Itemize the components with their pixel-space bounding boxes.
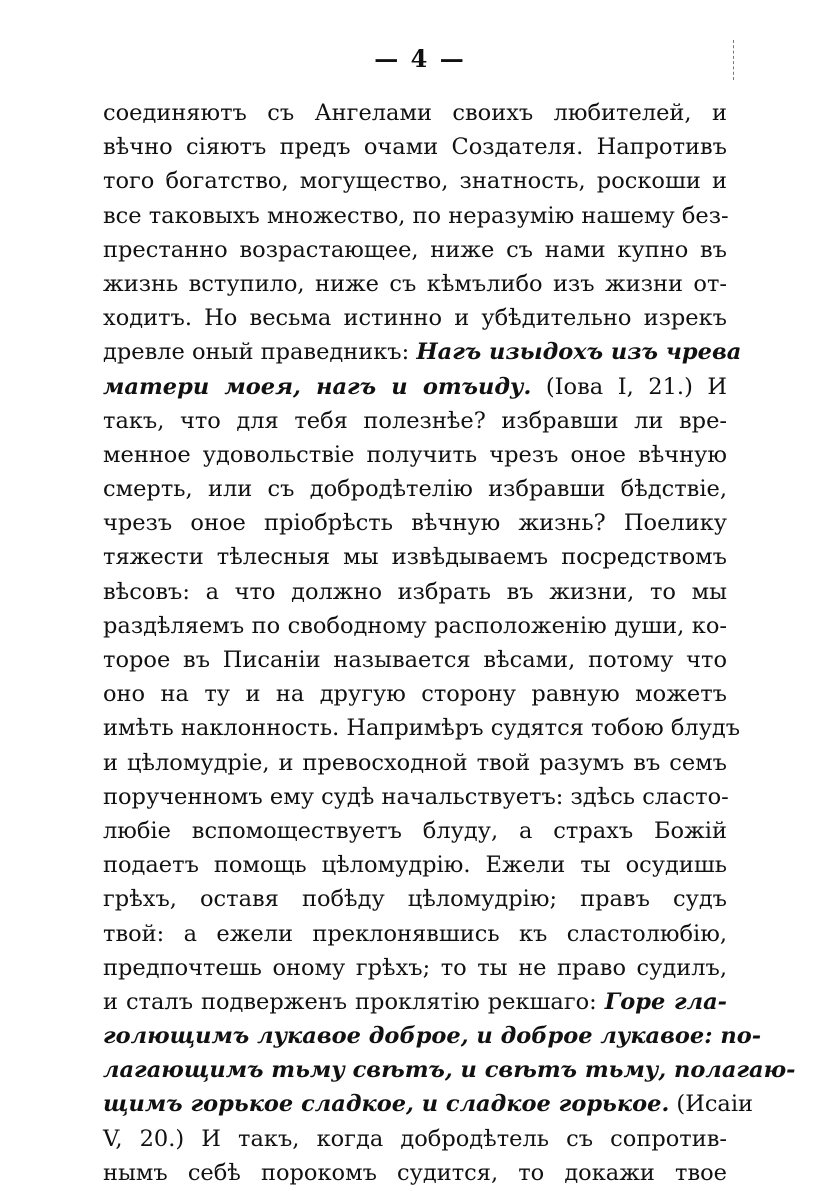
- text-line: [103, 746, 727, 780]
- text-run: V, 20.) И такъ, когда добродѣтель съ сопротив-: [103, 1125, 727, 1152]
- italic-quote: голющимъ лукавое доброе, и доброе лукавое: по-: [103, 1023, 762, 1050]
- text-line: [103, 814, 727, 848]
- italic-quote: Горе гла-: [604, 988, 727, 1015]
- text-run: и цѣломудріе, и превосходной твой разумъ въ семъ: [103, 749, 727, 776]
- text-line: [103, 199, 727, 233]
- text-line: [103, 164, 727, 198]
- page-number: — 4 —: [374, 44, 466, 73]
- text-line: [103, 780, 727, 814]
- text-line: [103, 506, 727, 540]
- body-text: [103, 96, 796, 1190]
- text-line: [103, 472, 727, 506]
- text-run: чрезъ оное пріобрѣсть вѣчную жизнь? Поелику: [103, 510, 727, 537]
- text-line: [103, 1019, 762, 1053]
- text-run: твой: а ежели преклонявшись къ сластолюбію,: [103, 920, 727, 947]
- text-run: порученномъ ему судѣ начальствуетъ: здѣсь сласто-: [103, 783, 729, 810]
- text-run: все таковыхъ множество, по неразумію нашему без-: [103, 202, 729, 229]
- text-run: вѣчно сіяютъ предъ очами Создателя. Напротивъ: [103, 134, 727, 161]
- italic-quote: матери моея, нагъ и отъиду.: [103, 373, 532, 400]
- text-run: ходитъ. Но весьма истинно и убѣдительно изрекъ: [103, 305, 727, 332]
- text-run: подаетъ помощь цѣломудрію. Ежели ты осудишь: [103, 852, 727, 879]
- text-line: [103, 575, 727, 609]
- text-run: грѣхъ, оставя побѣду цѣломудрію; правъ судъ: [103, 886, 727, 913]
- text-run: тяжести тѣлесныя мы извѣдываемъ посредствомъ: [103, 544, 727, 571]
- text-line: [103, 711, 741, 745]
- text-run: жизнь вступило, ниже съ кѣмълибо изъ жизни от-: [103, 270, 727, 297]
- text-run: смерть, или съ добродѣтелію избравши бѣдствіе,: [103, 476, 727, 503]
- text-run: соединяютъ съ Ангелами своихъ любителей, и: [103, 100, 727, 126]
- text-run: (Исаіи: [669, 1091, 754, 1118]
- text-line: [103, 917, 727, 951]
- text-line: [103, 1053, 796, 1087]
- text-line: [103, 96, 727, 130]
- text-line: [103, 1156, 727, 1190]
- text-line: [103, 677, 727, 711]
- text-line: [103, 301, 727, 335]
- text-run: вѣсовъ: а что должно избрать въ жизни, то мы: [103, 578, 727, 605]
- text-run: того богатство, могущество, знатность, роскоши и: [103, 168, 727, 195]
- text-run: раздѣляемъ по свободному расположенію души, ко-: [103, 612, 727, 639]
- italic-quote: Нагъ изыдохъ изъ чрева: [416, 339, 742, 366]
- text-run: такъ, что для тебя полезнѣе? избравши ли вре-: [103, 407, 727, 434]
- italic-quote: лагающимъ тьму свѣтъ, и свѣтъ тьму, полагаю-: [103, 1057, 796, 1084]
- text-line: [103, 438, 727, 472]
- text-line: [103, 233, 727, 267]
- text-line: [103, 985, 727, 1019]
- text-run: престанно возрастающее, ниже съ нами купно въ: [103, 236, 727, 263]
- text-run: и сталъ подверженъ проклятію рекшаго:: [103, 988, 605, 1015]
- text-line: [103, 267, 727, 301]
- text-line: [103, 1087, 754, 1121]
- text-line: [103, 370, 727, 404]
- text-line: [103, 130, 727, 164]
- text-line: [103, 540, 727, 574]
- italic-quote: щимъ горькое сладкое, и сладкое горькое.: [103, 1091, 670, 1118]
- text-line: [103, 404, 727, 438]
- text-line: [103, 335, 742, 369]
- text-line: [103, 848, 727, 882]
- text-line: [103, 882, 727, 916]
- text-run: любіе вспомоществуетъ блуду, а страхъ Божій: [103, 817, 727, 844]
- text-run: имѣть наклонность. Напримѣръ судятся тобою блудъ: [103, 715, 741, 742]
- margin-mark: [733, 40, 736, 80]
- text-run: нымъ себѣ порокомъ судится, то докажи твое: [103, 1159, 727, 1186]
- text-run: торое въ Писаніи называется вѣсами, потому что: [103, 647, 727, 673]
- text-run: древле оный праведникъ:: [103, 339, 417, 366]
- text-run: (Іова I, 21.) И: [531, 373, 728, 400]
- text-line: [103, 643, 727, 677]
- text-run: оно на ту и на другую сторону равную можетъ: [103, 681, 727, 708]
- text-line: [103, 609, 727, 643]
- text-run: предпочтешь оному грѣхъ; то ты не право судилъ,: [103, 954, 727, 981]
- text-line: [103, 951, 727, 985]
- text-line: [103, 1122, 727, 1156]
- text-run: менное удовольствіе получить чрезъ оное вѣчную: [103, 441, 727, 468]
